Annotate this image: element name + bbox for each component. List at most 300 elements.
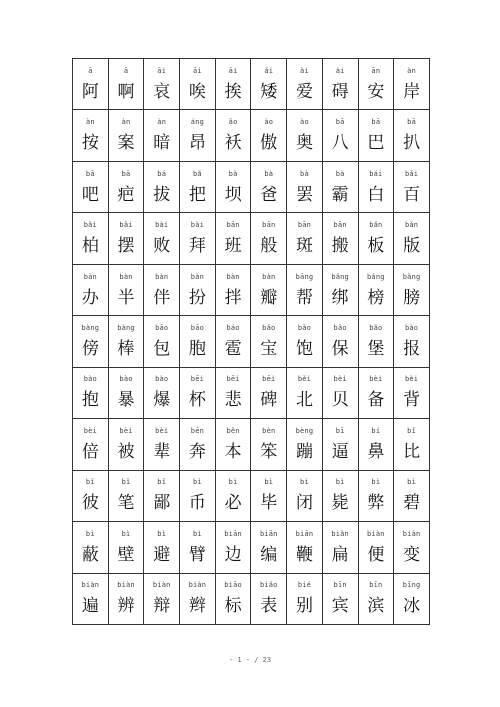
pinyin-label: bǎng [402, 272, 421, 281]
hanzi-character: 标 [224, 596, 242, 617]
pinyin-label: bèi [369, 375, 383, 384]
hanzi-character: 弊 [367, 493, 385, 514]
hanzi-character: 把 [188, 184, 206, 205]
table-row [73, 59, 430, 110]
hanzi-character: 抱 [81, 390, 99, 411]
pinyin-label: bīn [333, 581, 347, 590]
pinyin-label: biān [259, 529, 278, 538]
hanzi-character: 按 [81, 133, 99, 154]
hanzi-character: 别 [295, 596, 313, 617]
pinyin-label: āi [192, 66, 202, 75]
pinyin-label: àn [85, 118, 95, 127]
cell-content [180, 419, 215, 469]
cell-content [216, 59, 251, 109]
table-body [73, 59, 430, 625]
cell-content [109, 419, 144, 469]
pinyin-label: bǐ [85, 478, 95, 487]
pinyin-label: bāo [190, 323, 205, 332]
character-cell [322, 522, 358, 573]
cell-content [394, 368, 429, 418]
pinyin-label: ā [123, 66, 129, 75]
hanzi-character: 鞭 [295, 544, 313, 565]
pinyin-label: bèi [404, 375, 419, 384]
pinyin-label: biǎo [259, 581, 278, 590]
cell-content [287, 368, 322, 418]
cell-content [144, 110, 179, 160]
pinyin-label: bì [192, 478, 202, 487]
hanzi-character: 爆 [153, 390, 171, 411]
character-cell [108, 264, 144, 315]
character-cell [358, 213, 394, 264]
hanzi-character: 雹 [224, 338, 242, 359]
hanzi-character: 班 [224, 236, 242, 257]
character-cell [394, 59, 430, 110]
pinyin-label: biàn [367, 529, 385, 538]
page-number: - 1 - / 23 [228, 656, 272, 664]
pinyin-label: ào [264, 118, 274, 127]
hanzi-character: 遍 [81, 596, 99, 617]
hanzi-character: 八 [331, 133, 349, 154]
hanzi-character: 吧 [81, 184, 99, 205]
character-cell [358, 470, 394, 521]
hanzi-character: 柏 [81, 236, 99, 257]
character-cell [394, 522, 430, 573]
pinyin-label: bān [226, 221, 240, 230]
character-cell [180, 110, 216, 161]
character-cell [394, 161, 430, 212]
pinyin-label: bǎo [333, 323, 347, 332]
hanzi-character: 摆 [117, 236, 135, 257]
pinyin-label: ǎi [264, 66, 274, 75]
hanzi-character: 扒 [403, 133, 421, 154]
hanzi-character: 奥 [295, 133, 313, 154]
cell-content [287, 316, 322, 366]
hanzi-character: 便 [367, 544, 385, 565]
hanzi-character: 背 [403, 390, 421, 411]
pinyin-label: bǎng [367, 272, 385, 281]
character-cell [358, 573, 394, 624]
pinyin-label: bì [335, 478, 345, 487]
cell-content [394, 265, 429, 315]
pinyin-label: biàn [152, 581, 171, 590]
cell-content [251, 162, 286, 212]
cell-content [359, 162, 394, 212]
character-cell [73, 316, 109, 367]
pinyin-label: bǎi [404, 169, 419, 178]
pinyin-label: bà [228, 169, 238, 178]
cell-content [216, 265, 251, 315]
character-cell [394, 470, 430, 521]
pinyin-label: bì [371, 478, 381, 487]
pinyin-label: bèng [295, 426, 314, 435]
character-cell [358, 59, 394, 110]
hanzi-character: 斑 [295, 236, 313, 257]
cell-content [216, 522, 251, 572]
cell-content [251, 213, 286, 263]
character-cell [73, 110, 109, 161]
cell-content [323, 368, 358, 418]
hanzi-character: 败 [153, 236, 171, 257]
hanzi-character: 霸 [331, 184, 349, 205]
pinyin-label: bā [85, 169, 95, 178]
cell-content [180, 471, 215, 521]
pinyin-label: bēi [262, 375, 276, 384]
character-cell [358, 110, 394, 161]
character-cell [251, 264, 287, 315]
cell-content [359, 59, 394, 109]
hanzi-character: 办 [81, 287, 99, 308]
cell-content [394, 574, 429, 624]
pinyin-label: ào [300, 118, 309, 127]
cell-content [251, 522, 286, 572]
pinyin-label: bā [335, 118, 345, 127]
table-row [73, 573, 430, 624]
cell-content [73, 162, 108, 212]
hanzi-character: 昂 [188, 133, 206, 154]
character-cell [394, 110, 430, 161]
cell-content [109, 574, 144, 624]
pinyin-label: bèi [333, 375, 347, 384]
hanzi-character: 包 [153, 338, 171, 359]
character-cell [358, 419, 394, 470]
cell-content [144, 213, 179, 263]
hanzi-character: 胞 [188, 338, 206, 359]
cell-content [144, 471, 179, 521]
cell-content [287, 419, 322, 469]
hanzi-character: 比 [403, 441, 421, 462]
cell-content [109, 162, 144, 212]
hanzi-character: 杯 [188, 390, 206, 411]
hanzi-character: 闭 [295, 493, 313, 514]
pinyin-label: bǎo [369, 323, 383, 332]
cell-content [109, 110, 144, 160]
character-cell [251, 470, 287, 521]
character-cell [394, 264, 430, 315]
hanzi-character: 疤 [117, 184, 135, 205]
character-cell [251, 213, 287, 264]
pinyin-label: ān [371, 66, 381, 75]
pinyin-character-table [72, 58, 430, 625]
hanzi-character: 辩 [153, 596, 171, 617]
pinyin-label: bàng [117, 323, 135, 332]
hanzi-character: 拔 [153, 184, 171, 205]
hanzi-character: 滨 [367, 596, 385, 617]
pinyin-label: bāo [155, 323, 169, 332]
hanzi-character: 岸 [403, 81, 421, 102]
pinyin-label: bǎng [331, 272, 349, 281]
pinyin-label: bà [300, 169, 309, 178]
table-row [73, 367, 430, 418]
hanzi-character: 扮 [188, 287, 206, 308]
cell-content [394, 471, 429, 521]
pinyin-label: bǎn [404, 221, 419, 230]
character-cell [73, 522, 109, 573]
pinyin-label: bà [264, 169, 274, 178]
character-cell [251, 110, 287, 161]
character-cell [73, 59, 109, 110]
cell-content [109, 316, 144, 366]
cell-content [109, 471, 144, 521]
pinyin-label: bì [85, 529, 95, 538]
character-cell [215, 59, 251, 110]
character-cell [394, 367, 430, 418]
hanzi-character: 拌 [224, 287, 242, 308]
hanzi-character: 巴 [367, 133, 385, 154]
hanzi-character: 报 [403, 338, 421, 359]
cell-content [251, 574, 286, 624]
cell-content [73, 213, 108, 263]
character-cell [322, 419, 358, 470]
cell-content [216, 213, 251, 263]
pinyin-label: bàn [226, 272, 240, 281]
hanzi-character: 暴 [117, 390, 135, 411]
cell-content [323, 110, 358, 160]
hanzi-character: 毙 [331, 493, 349, 514]
character-cell [251, 367, 287, 418]
cell-content [251, 471, 286, 521]
character-cell [180, 573, 216, 624]
cell-content [359, 522, 394, 572]
character-cell [215, 419, 251, 470]
pinyin-label: biàn [188, 581, 207, 590]
hanzi-character: 臂 [188, 544, 206, 565]
hanzi-character: 笨 [260, 441, 278, 462]
hanzi-character: 币 [188, 493, 206, 514]
character-cell [322, 59, 358, 110]
pinyin-label: bǎ [192, 169, 202, 178]
character-cell [180, 264, 216, 315]
pinyin-label: bǎn [369, 221, 383, 230]
table-row [73, 110, 430, 161]
cell-content [359, 265, 394, 315]
character-cell [394, 419, 430, 470]
pinyin-label: bàn [155, 272, 169, 281]
cell-content [323, 162, 358, 212]
hanzi-character: 北 [295, 390, 313, 411]
character-cell [358, 161, 394, 212]
character-cell [251, 522, 287, 573]
pinyin-label: àn [407, 66, 417, 75]
character-cell [322, 213, 358, 264]
hanzi-character: 编 [260, 544, 278, 565]
character-cell [144, 573, 180, 624]
hanzi-character: 帮 [295, 287, 313, 308]
cell-content [359, 110, 394, 160]
character-cell [108, 316, 144, 367]
character-cell [73, 213, 109, 264]
cell-content [73, 419, 108, 469]
pinyin-label: bān [297, 221, 312, 230]
character-cell [287, 161, 323, 212]
character-cell [108, 59, 144, 110]
character-cell [108, 470, 144, 521]
cell-content [144, 59, 179, 109]
cell-content [180, 522, 215, 572]
hanzi-character: 备 [367, 390, 385, 411]
character-cell [251, 59, 287, 110]
pinyin-label: bào [83, 375, 97, 384]
pinyin-label: bèi [83, 426, 97, 435]
pinyin-label: bàn [83, 272, 97, 281]
character-cell [215, 522, 251, 573]
hanzi-character: 哀 [153, 81, 171, 102]
character-cell [73, 573, 109, 624]
hanzi-character: 必 [224, 493, 242, 514]
pinyin-label: bí [371, 426, 381, 435]
character-cell [215, 213, 251, 264]
hanzi-character: 膀 [403, 287, 421, 308]
character-cell [144, 213, 180, 264]
character-cell [108, 213, 144, 264]
cell-content [216, 368, 251, 418]
cell-content [109, 265, 144, 315]
pinyin-label: bèn [262, 426, 276, 435]
hanzi-character: 伴 [153, 287, 171, 308]
character-cell [73, 161, 109, 212]
hanzi-character: 安 [367, 81, 385, 102]
cell-content [109, 59, 144, 109]
character-cell [215, 110, 251, 161]
hanzi-character: 唉 [188, 81, 206, 102]
character-cell [251, 573, 287, 624]
pinyin-label: biàn [117, 581, 135, 590]
table-row [73, 213, 430, 264]
character-cell [108, 110, 144, 161]
hanzi-character: 堡 [367, 338, 385, 359]
hanzi-character: 宾 [331, 596, 349, 617]
hanzi-character: 袄 [224, 133, 242, 154]
character-cell [215, 367, 251, 418]
hanzi-character: 辨 [117, 596, 135, 617]
hanzi-character: 坝 [224, 184, 242, 205]
cell-content [216, 574, 251, 624]
character-cell [180, 213, 216, 264]
pinyin-label: bīng [402, 581, 421, 590]
cell-content [180, 110, 215, 160]
pinyin-label: āi [228, 66, 238, 75]
hanzi-character: 版 [403, 236, 421, 257]
pinyin-label: bǎi [119, 221, 133, 230]
hanzi-character: 爱 [295, 81, 313, 102]
character-cell [322, 110, 358, 161]
character-cell [144, 316, 180, 367]
character-cell [144, 522, 180, 573]
cell-content [180, 368, 215, 418]
character-cell [108, 573, 144, 624]
hanzi-character: 半 [117, 287, 135, 308]
cell-content [251, 419, 286, 469]
cell-content [144, 419, 179, 469]
hanzi-character: 榜 [367, 287, 385, 308]
pinyin-label: bái [369, 169, 383, 178]
pinyin-label: ā [88, 66, 93, 75]
character-cell [394, 213, 430, 264]
character-cell [180, 522, 216, 573]
character-cell [394, 573, 430, 624]
cell-content [359, 213, 394, 263]
pinyin-label: áng [190, 118, 205, 127]
cell-content [144, 162, 179, 212]
cell-content [180, 265, 215, 315]
character-cell [358, 264, 394, 315]
hanzi-character: 本 [224, 441, 242, 462]
character-cell [287, 573, 323, 624]
cell-content [73, 59, 108, 109]
character-cell [322, 316, 358, 367]
cell-content [359, 574, 394, 624]
cell-content [287, 471, 322, 521]
pinyin-label: bǎi [83, 221, 97, 230]
pinyin-label: bì [228, 478, 238, 487]
pinyin-label: bǐ [121, 478, 131, 487]
cell-content [394, 522, 429, 572]
pinyin-label: bá [157, 169, 167, 178]
cell-content [323, 471, 358, 521]
pinyin-label: ài [335, 66, 345, 75]
cell-content [73, 471, 108, 521]
pinyin-label: biāo [224, 581, 242, 590]
pinyin-label: bì [121, 529, 131, 538]
cell-content [216, 316, 251, 366]
pinyin-label: bà [335, 169, 345, 178]
character-cell [73, 419, 109, 470]
cell-content [251, 368, 286, 418]
character-cell [144, 419, 180, 470]
character-cell [144, 59, 180, 110]
hanzi-character: 蹦 [295, 441, 313, 462]
character-cell [358, 367, 394, 418]
character-cell [144, 264, 180, 315]
hanzi-character: 表 [260, 596, 278, 617]
pinyin-label: ǎo [228, 118, 238, 127]
cell-content [144, 522, 179, 572]
character-cell [215, 264, 251, 315]
character-cell [287, 110, 323, 161]
character-cell [287, 316, 323, 367]
hanzi-character: 倍 [81, 441, 99, 462]
pinyin-label: bàn [262, 272, 276, 281]
table-row [73, 161, 430, 212]
character-cell [322, 573, 358, 624]
cell-content [394, 316, 429, 366]
pinyin-label: biàn [81, 581, 100, 590]
table-row [73, 316, 430, 367]
pinyin-label: báo [226, 323, 240, 332]
hanzi-character: 案 [117, 133, 135, 154]
cell-content [73, 316, 108, 366]
pinyin-label: bài [155, 221, 169, 230]
pinyin-label: bān [262, 221, 276, 230]
cell-content [323, 316, 358, 366]
hanzi-character: 避 [153, 544, 171, 565]
hanzi-character: 绑 [331, 287, 349, 308]
cell-content [359, 419, 394, 469]
cell-content [73, 265, 108, 315]
cell-content [287, 59, 322, 109]
cell-content [251, 316, 286, 366]
cell-content [359, 316, 394, 366]
character-cell [144, 470, 180, 521]
pinyin-label: ài [300, 66, 309, 75]
hanzi-character: 碧 [403, 493, 421, 514]
cell-content [394, 419, 429, 469]
hanzi-character: 碑 [260, 390, 278, 411]
character-cell [215, 470, 251, 521]
pinyin-label: bī [335, 426, 345, 435]
cell-content [216, 162, 251, 212]
hanzi-character: 奔 [188, 441, 206, 462]
table-row [73, 419, 430, 470]
